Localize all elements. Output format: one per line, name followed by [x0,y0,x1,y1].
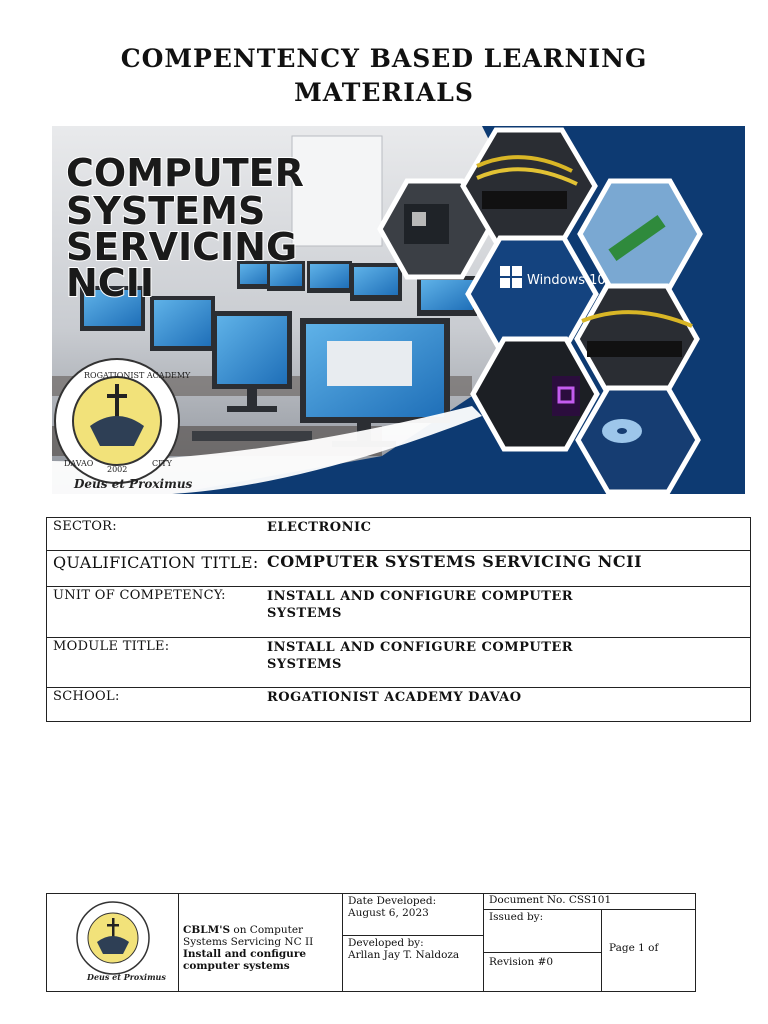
footer-doc-info [483,894,695,991]
date-developed-value: August 6, 2023 [348,907,429,919]
module-value-line1: INSTALL AND CONFIGURE COMPUTER [267,640,574,655]
info-row-sector [47,518,751,551]
seal-right-text: CITY [152,459,172,468]
qualification-value: COMPUTER SYSTEMS SERVICING NCII [267,552,643,571]
heading-line-2: SYSTEMS [66,189,266,233]
footer-desc-4: computer systems [183,960,290,972]
footer-desc-1: on Computer [230,924,304,936]
school-label: SCHOOL: [53,689,120,704]
qualification-label: QUALIFICATION TITLE: [53,553,259,572]
info-row-unit [47,587,751,638]
info-row-school [47,688,751,722]
windows10-label: Windows 10 [527,273,606,288]
footer-dates [342,894,484,991]
date-developed-label: Date Developed: [348,895,437,907]
unit-label: UNIT OF COMPETENCY: [53,588,226,603]
seal-left-text: DAVAO [64,459,94,468]
title-line-1: COMPENTENCY BASED LEARNING [120,44,648,73]
banner-illustration [52,126,745,494]
footer-cblm-bold: CBLM'S [183,924,231,936]
module-label: MODULE TITLE: [53,639,170,654]
footer-desc-3: Install and configure [183,948,307,960]
document-footer [46,893,696,992]
title-line-2: MATERIALS [294,78,474,107]
seal-year: 2002 [107,465,128,474]
sector-label: SECTOR: [53,519,117,534]
heading-line-1: COMPUTER [66,151,304,195]
seal-top-text: ROGATIONIST ACADEMY [84,371,191,380]
school-value: ROGATIONIST ACADEMY DAVAO [267,690,522,705]
footer-logo-cell [47,894,179,991]
footer-seal-motto: Deus et Proximus [87,972,166,982]
info-row-module [47,638,751,688]
cover-banner [52,126,745,494]
page-number: Page 1 of [609,942,659,954]
unit-value-line2: SYSTEMS [267,606,342,621]
seal-motto: Deus et Proximus [74,477,193,491]
classroom-window [292,136,382,246]
developed-by-value: Arllan Jay T. Naldoza [348,949,460,961]
document-number: Document No. CSS101 [489,894,612,906]
footer-desc-2: Systems Servicing NC II [183,936,314,948]
module-info-table [46,517,751,722]
sector-value: ELECTRONIC [267,520,372,535]
heading-line-4: NCII [66,261,154,305]
info-row-qualification [47,551,751,587]
issued-by: Issued by: [489,911,544,923]
footer-seal [47,894,178,991]
document-title [0,42,768,110]
developed-by-label: Developed by: [348,937,424,949]
revision: Revision #0 [489,956,554,968]
unit-value-line1: INSTALL AND CONFIGURE COMPUTER [267,589,574,604]
module-value-line2: SYSTEMS [267,657,342,672]
footer-description [178,894,343,991]
heading-line-3: SERVICING [66,225,298,269]
